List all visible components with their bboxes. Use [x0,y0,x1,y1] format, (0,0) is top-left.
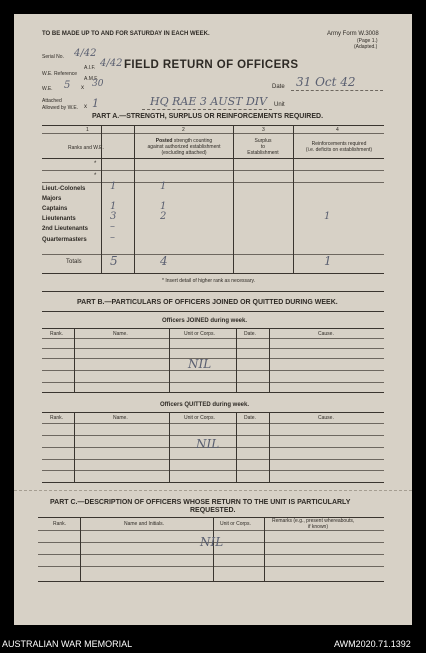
quitted-col-name: Name. [113,415,128,421]
quitted-col-cause: Cause. [318,415,334,421]
totals-posted: 4 [160,254,168,268]
notice-text: TO BE MADE UP TO AND FOR SATURDAY IN EACH WEEK. [42,31,210,37]
form-title: FIELD RETURN OF OFFICERS [124,59,299,71]
joined-title: Officers JOINED during week. [162,318,248,324]
col-number-1: 1 [86,127,89,133]
rank-label: Captains [42,206,68,212]
joined-col-rank: Rank. [50,331,64,337]
we-x-value: 30 [92,79,104,89]
footer-accession: AWM2020.71.1392 [334,639,411,649]
date-value: 31 Oct 42 [296,75,356,89]
col1-header: Ranks and W.E. [68,145,104,151]
date-label: Date [272,84,285,90]
attached-value: 1 [92,97,99,110]
serial-label: Serial No. [42,54,64,60]
col4-header-line2: (i.e. deficits on establishment) [305,147,373,153]
part-c-col-name: Name and Initials. [124,521,165,527]
col2-header-line1: Posted strength counting [155,138,213,144]
part-b-title: PART B.—PARTICULARS OF OFFICERS JOINED OR QUITTED DURING WEEK. [77,299,338,306]
rank-posted: 1 [160,201,167,212]
joined-col-date: Date. [244,331,256,337]
totals-reinf: 1 [324,254,332,268]
amf-label: A.M.F. [84,76,99,82]
col3-header-line2: to [260,144,266,150]
aif-label: A.I.F. [84,65,96,71]
part-c-remarks-line1: Remarks (e.g., present whereabouts, [272,518,355,524]
unit-value: HQ RAE 3 AUST DIV [150,95,268,108]
rank-reinf: 1 [324,211,331,222]
unit-label: Unit [274,102,285,108]
attached-label: Attached [42,98,62,104]
rank-label: 2nd Lieutenants [42,226,89,232]
we-value: 5 [64,80,71,91]
rank-we: 3 [110,211,117,222]
serial-value: 4/42 [74,48,97,59]
part-c-title-line2: REQUESTED. [190,507,236,514]
col-number-2: 2 [182,127,185,133]
col3-header-line1: Surplus [254,138,272,144]
part-c-col-unit: Unit or Corps. [220,521,251,527]
we-ref-label: W.E. Reference [42,71,78,77]
form-page: (Page 1.) [357,38,378,44]
allowed-label: Allowed by W.E. [42,105,79,111]
rank-we: 1 [110,181,117,192]
allowed-x: x [84,104,87,110]
quitted-col-date: Date. [244,415,256,421]
rank-label: Majors [42,196,62,202]
col-number-3: 3 [262,127,265,133]
rank-we: – [110,232,115,243]
rank-label: Lieut.-Colonels [42,186,86,192]
quitted-title: Officers QUITTED during week. [160,402,250,408]
joined-nil: NIL [188,357,212,371]
rank-posted: 2 [160,211,167,222]
form-adapted: (Adapted.) [354,44,378,50]
footer-credit: AUSTRALIAN WAR MEMORIAL [2,639,133,649]
quitted-col-unit: Unit or Corps. [184,415,215,421]
joined-col-unit: Unit or Corps. [184,331,215,337]
quitted-col-rank: Rank. [50,415,64,421]
rank-we: – [110,221,115,232]
col4-header-line1: Reinforcements required [311,141,367,147]
quitted-nil: NIL [196,437,220,451]
part-a-title: PART A.—STRENGTH, SURPLUS OR REINFORCEMENTS REQUIRED. [92,113,324,120]
part-c-remarks-line2: if known) [308,524,329,530]
totals-label: Totals [66,259,82,265]
we-label: W.E. [42,86,53,92]
form-page [14,14,412,625]
col2-header-line3: (excluding attached) [161,150,207,156]
rank-posted: 1 [160,181,167,192]
form-id: Army Form W.3008 [327,31,379,37]
col3-header-line3: Establishment [247,150,279,156]
part-c-col-rank: Rank. [53,521,67,527]
col2-header-line2: against authorized establishment [147,144,221,150]
star-row-2: * [94,173,97,179]
rank-label: Quartermasters [42,237,87,243]
rank-label: Lieutenants [42,216,76,222]
joined-col-name: Name. [113,331,128,337]
part-c-nil: NIL [200,535,224,549]
we-x: x [81,85,84,91]
col-number-4: 4 [336,127,339,133]
aif-value: 4/42 [100,58,123,69]
totals-we: 5 [110,254,118,268]
star-row-1: * [94,161,97,167]
part-c-title-line1: PART C.—DESCRIPTION OF OFFICERS WHOSE RETURN TO THE UNIT IS PARTICULARLY [50,499,351,506]
joined-col-cause: Cause. [318,331,334,337]
footnote: * Insert detail of higher rank as necessary. [162,278,256,284]
rank-we: 1 [110,201,117,212]
